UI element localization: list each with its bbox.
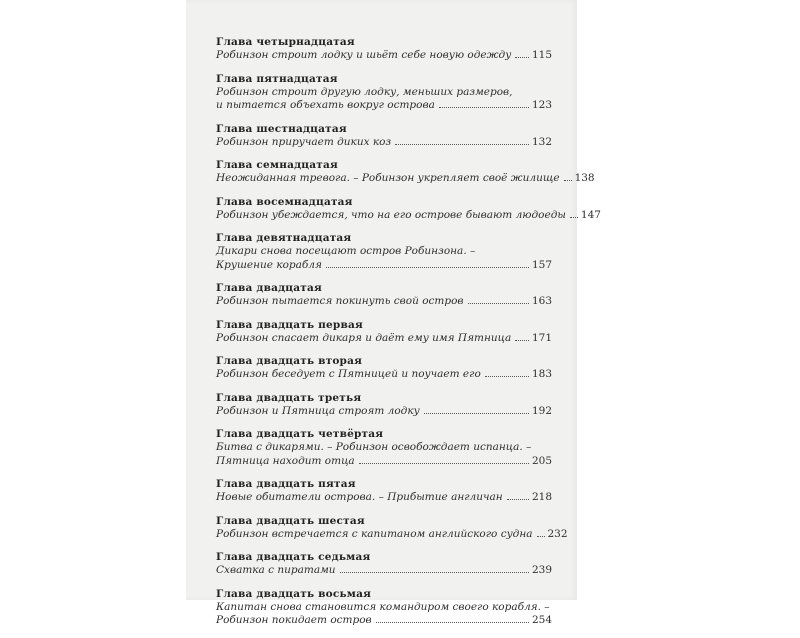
chapter-title: Глава девятнадцатая xyxy=(216,232,352,244)
chapter-title: Глава двадцать четвёртая xyxy=(216,428,384,440)
toc-entry xyxy=(216,355,552,382)
table-of-contents xyxy=(216,36,601,638)
toc-entry xyxy=(216,282,552,309)
chapter-title: Глава четырнадцатая xyxy=(216,36,355,48)
toc-entry xyxy=(216,478,552,505)
chapter-summary-line xyxy=(216,99,552,113)
chapter-summary: Робинзон покидает остров xyxy=(216,614,372,626)
chapter-summary-line xyxy=(216,295,552,309)
toc-entry xyxy=(216,159,595,186)
chapter-summary-line xyxy=(216,172,595,186)
dot-leader xyxy=(340,572,529,573)
chapter-summary: Неожиданная тревога. – Робинзон укрепляет своё жилище xyxy=(216,172,560,184)
chapter-summary-line xyxy=(216,49,552,63)
chapter-summary-line xyxy=(216,405,552,419)
page-number: 232 xyxy=(547,527,568,540)
dot-leader xyxy=(468,303,529,304)
page-number: 192 xyxy=(531,404,552,417)
page-number: 205 xyxy=(531,454,552,467)
toc-entry xyxy=(216,232,552,272)
toc-entry xyxy=(216,392,552,419)
chapter-summary: Робинзон встречается с капитаном английского судна xyxy=(216,527,533,540)
dot-leader xyxy=(570,217,578,218)
chapter-title: Глава двадцать третья xyxy=(216,391,362,404)
chapter-summary: Робинзон и Пятница строят лодку xyxy=(216,404,420,417)
chapter-summary: Робинзон убеждается, что на его острове бывают людоеды xyxy=(216,208,566,221)
dot-leader xyxy=(359,463,529,464)
chapter-summary: Робинзон строит другую лодку, меньших размеров, xyxy=(216,85,513,98)
chapter-summary: Робинзон строит лодку и шьёт себе новую одежду xyxy=(216,49,512,61)
dot-leader xyxy=(376,622,529,623)
chapter-summary-line xyxy=(216,259,552,273)
chapter-summary-line xyxy=(216,564,552,578)
toc-entry xyxy=(216,588,552,628)
page-number: 239 xyxy=(531,564,552,576)
chapter-summary-line xyxy=(216,245,552,259)
chapter-summary: Схватка с пиратами xyxy=(216,564,336,576)
chapter-summary: Крушение корабля xyxy=(216,258,322,271)
page-number: 163 xyxy=(531,295,552,307)
toc-entry xyxy=(216,73,552,113)
dot-leader xyxy=(515,57,529,58)
dot-leader xyxy=(326,267,529,268)
toc-entry xyxy=(216,36,552,63)
chapter-title: Глава двадцатая xyxy=(216,282,322,294)
toc-entry xyxy=(216,319,552,346)
chapter-summary: Робинзон беседует с Пятницей и поучает его xyxy=(216,368,481,380)
chapter-summary-line xyxy=(216,441,552,455)
chapter-title: Глава двадцать седьмая xyxy=(216,551,371,563)
page-number: 254 xyxy=(531,614,552,626)
toc-entry xyxy=(216,123,552,150)
dot-leader xyxy=(564,180,572,181)
chapter-summary: Робинзон пытается покинуть свой остров xyxy=(216,295,464,307)
dot-leader xyxy=(507,499,529,500)
page-number: 147 xyxy=(580,208,601,221)
toc-entry xyxy=(216,514,568,542)
chapter-summary: Пятница находит отца xyxy=(216,454,355,467)
page-number: 171 xyxy=(531,331,552,344)
chapter-title: Глава двадцать восьмая xyxy=(216,587,372,600)
chapter-summary: Битва с дикарями. – Робинзон освобождает испанца. – xyxy=(216,441,532,453)
chapter-title: Глава двадцать шестая xyxy=(216,514,365,527)
chapter-summary: Капитан снова становится командиром своего корабля. – xyxy=(216,600,550,613)
chapter-summary-line xyxy=(216,368,552,382)
chapter-summary-line xyxy=(216,455,552,469)
chapter-summary-line xyxy=(216,86,552,100)
toc-entry xyxy=(216,195,601,223)
chapter-title: Глава двадцать пятая xyxy=(216,478,356,490)
chapter-summary: Дикари снова посещают остров Робинзона. – xyxy=(216,245,476,257)
dot-leader xyxy=(395,144,529,145)
page-number: 157 xyxy=(531,258,552,271)
chapter-title: Глава пятнадцатая xyxy=(216,72,338,85)
chapter-summary-line xyxy=(216,332,552,346)
dot-leader xyxy=(537,536,545,537)
dot-leader xyxy=(515,340,529,341)
dot-leader xyxy=(424,413,529,414)
page-number: 218 xyxy=(531,491,552,503)
chapter-summary: Робинзон приручает диких коз xyxy=(216,135,392,148)
chapter-title: Глава шестнадцатая xyxy=(216,122,347,135)
chapter-summary-line xyxy=(216,527,568,542)
chapter-summary: Новые обитатели острова. – Прибытие англичан xyxy=(216,491,503,503)
toc-entry xyxy=(216,551,552,578)
chapter-summary-line xyxy=(216,614,552,628)
chapter-title: Глава двадцать первая xyxy=(216,318,363,331)
dot-leader xyxy=(439,107,529,108)
chapter-summary-line xyxy=(216,208,601,223)
page-number: 123 xyxy=(531,99,552,111)
chapter-summary-line xyxy=(216,601,552,615)
chapter-title: Глава восемнадцатая xyxy=(216,195,353,208)
page-number: 138 xyxy=(574,172,595,184)
chapter-title: Глава двадцать вторая xyxy=(216,355,363,367)
chapter-summary-line xyxy=(216,136,552,150)
chapter-summary: и пытается объехать вокруг острова xyxy=(216,99,435,111)
chapter-summary: Робинзон спасает дикаря и даёт ему имя Пятница xyxy=(216,331,512,344)
dot-leader xyxy=(485,376,529,377)
toc-entry xyxy=(216,428,552,468)
page-number: 183 xyxy=(531,368,552,380)
page-number: 115 xyxy=(531,49,552,61)
chapter-summary-line xyxy=(216,491,552,505)
page-number: 132 xyxy=(531,135,552,148)
chapter-title: Глава семнадцатая xyxy=(216,159,338,171)
